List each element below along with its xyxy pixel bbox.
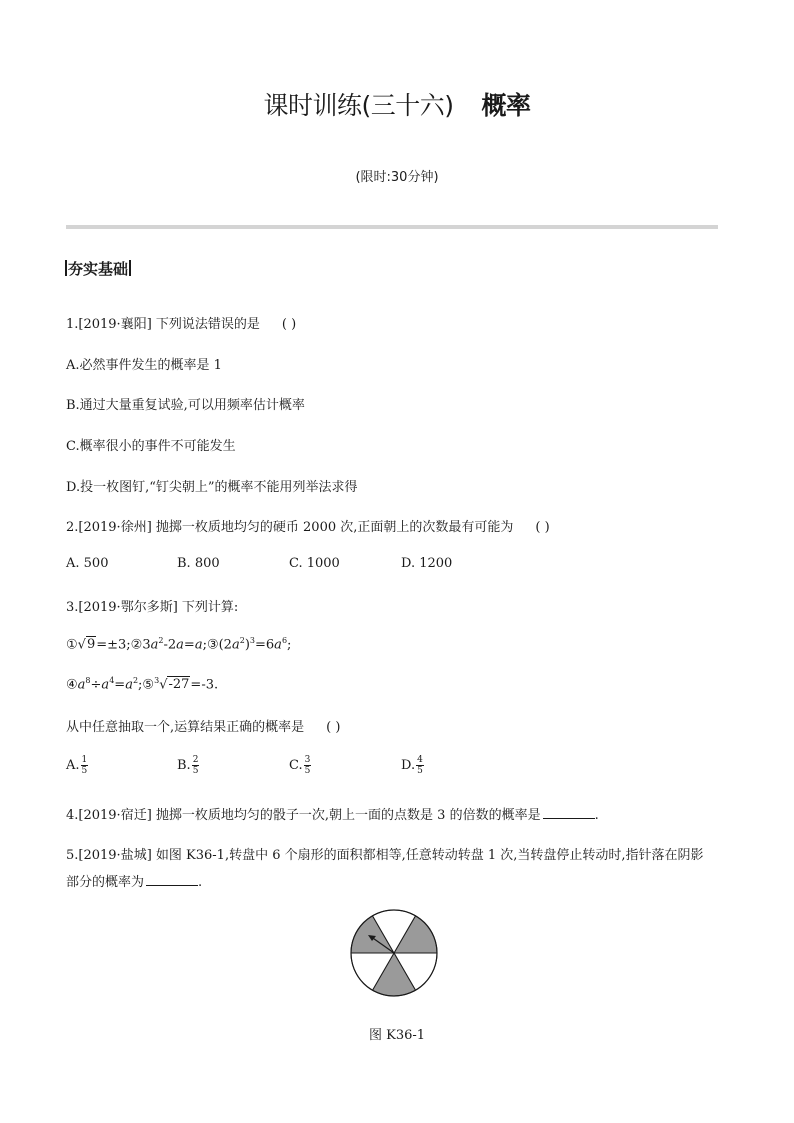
q3-option-c [289,755,311,776]
q1-option-b: B.通过大量重复试验,可以用频率估计概率 [66,398,305,413]
variable: a [125,677,133,693]
q4-answer-blank [543,818,595,819]
q1-option-c: C.概率很小的事件不可能发生 [66,439,236,454]
exponent: 2 [158,636,164,645]
variable: a [77,677,86,693]
fraction [192,755,200,776]
expr-text: ;③(2 [202,637,232,653]
numerator: 4 [417,755,423,765]
spinner-figure [349,908,439,998]
option-label: A. [66,758,80,773]
expr-text: ;⑤ [138,677,155,693]
section-bar-left [65,260,67,276]
q1-option-d: D.投一枚图钉,“钉尖朝上”的概率不能用列举法求得 [66,480,358,495]
exponent: 8 [85,676,91,685]
exponent: 6 [281,636,288,645]
denominator: 5 [192,766,199,776]
exponent: 3 [249,636,255,645]
expr-text: ) [244,637,250,653]
q3-question-text: 从中任意抽取一个,运算结果正确的概率是 [66,720,305,735]
variable: a [176,637,184,653]
q2-option-b: B. 800 [177,556,220,571]
q2-option-a: A. 500 [66,556,109,571]
q3-option-b [177,755,199,776]
variable: a [194,637,203,653]
q3-answer-paren: ( ) [326,720,341,735]
radicand: -27 [168,677,190,693]
exponent: 4 [109,676,115,685]
title-text: 课时训练(三十六) [263,91,454,120]
variable: a [231,637,240,653]
numerator: 2 [192,755,199,765]
q3-question [66,716,340,735]
expr-text: =±3;②3 [96,637,151,653]
variable: a [101,677,110,693]
q3-option-a [66,755,88,776]
title-topic: 概率 [481,91,531,120]
q3-stem: 3.[2019·鄂尔多斯] 下列计算: [66,600,239,615]
expr-text: = [183,637,195,653]
option-label: C. [289,758,303,773]
section-heading [64,258,132,279]
variable: a [150,637,159,653]
q5-answer-blank [146,885,198,886]
q3-expression-2 [66,676,218,692]
q5-stem-text: 部分的概率为 [66,875,145,890]
sqrt-sign: √ [159,677,168,693]
q1-stem [66,313,296,332]
q2-stem [66,516,550,535]
q3-expression-1 [66,636,291,652]
expr-text: =-3. [190,677,219,693]
expr-text: ÷ [90,677,102,693]
q1-option-a: A.必然事件发生的概率是 1 [66,358,222,373]
header-divider [66,225,718,229]
numerator: 1 [81,755,88,765]
q2-stem-text: 2.[2019·徐州] 抛掷一枚质地均匀的硬币 2000 次,正面朝上的次数最有可能为 [66,520,514,535]
fraction [304,755,312,776]
q1-stem-text: 1.[2019·襄阳] 下列说法错误的是 [66,317,260,332]
q5-stem-line1: 5.[2019·盐城] 如图 K36-1,转盘中 6 个扇形的面积都相等,任意转动转盘 1 次,当转盘停止转动时,指针落在阴影 [66,848,704,863]
radicand: 9 [86,637,96,653]
fraction [81,755,89,776]
q3-option-d [401,755,424,776]
q2-option-c: C. 1000 [289,556,340,571]
expr-text: =6 [255,637,275,653]
numerator: 3 [304,755,311,765]
expr-text: ④ [66,677,78,693]
q4-stem [66,804,599,823]
fraction [416,755,424,776]
figure-caption: 图 K36-1 [368,1028,426,1043]
q2-answer-paren: ( ) [535,520,550,535]
denominator: 5 [304,766,311,776]
root-index: 3 [154,676,160,685]
exponent: 2 [132,676,139,685]
q5-stem-line2 [66,871,202,890]
option-label: D. [401,758,416,773]
option-label: B. [177,758,191,773]
sqrt-sign: √ [77,637,86,653]
q3-options [0,755,794,785]
q2-option-d: D. 1200 [401,556,453,571]
exponent: 2 [239,636,245,645]
expr-text: -2 [163,637,177,653]
q1-answer-paren: ( ) [281,317,297,332]
q4-end: . [594,808,599,823]
q5-end: . [198,875,203,890]
denominator: 5 [417,766,423,776]
section-label: 夯实基础 [68,260,129,278]
q4-stem-text: 4.[2019·宿迁] 抛掷一枚质地均匀的骰子一次,朝上一面的点数是 3 的倍数的概率是 [66,808,541,823]
expr-text: = [114,677,126,693]
expr-text: ; [287,637,292,653]
page-title [0,86,794,122]
section-bar-right [129,260,131,276]
denominator: 5 [81,766,88,776]
variable: a [274,637,282,653]
expr-text: ① [66,637,78,653]
time-limit: (限时:30分钟) [355,170,439,185]
